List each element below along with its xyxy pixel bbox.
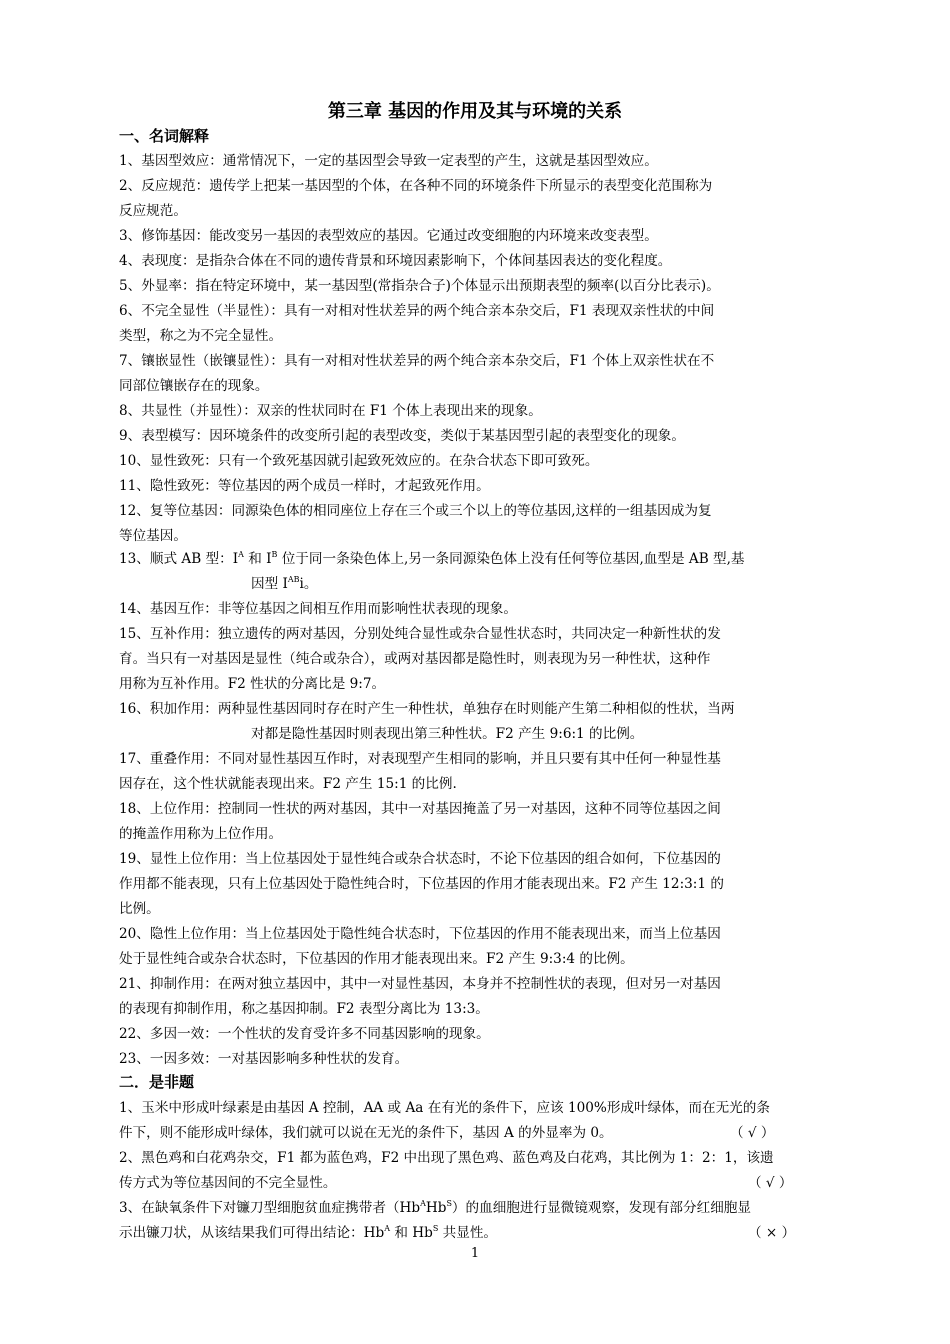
definition-item-c-0-line-0: 17、重叠作用：不同对显性基因互作时，对表现型产生相同的影响，并且只要有其中任何一种显性基 bbox=[119, 751, 721, 767]
definition-item-13 bbox=[119, 547, 851, 572]
definition-item-c-5-line-0: 22、多因一效：一个性状的发育受许多不同基因影响的现象。 bbox=[119, 1026, 490, 1042]
question-2-answer-mark: （ √ ） bbox=[748, 1175, 793, 1191]
definition-item-c-1-line-1: 的掩盖作用称为上位作用。 bbox=[119, 826, 283, 842]
section-heading-true-false: 二．是非题 bbox=[119, 1073, 195, 1091]
definition-item-a-6-line-1: 同部位镶嵌存在的现象。 bbox=[119, 378, 269, 394]
definition-item-b-1-line-2: 用称为互补作用。F2 性状的分离比是 9:7。 bbox=[119, 676, 386, 692]
definition-list-b bbox=[119, 597, 851, 697]
item-13-line-2: 因型 $I^{AB}i$。 bbox=[251, 575, 318, 592]
definition-item-a-11-line-0: 12、复等位基因：同源染色体的相同座位上存在三个或三个以上的等位基因,这样的一组基因成为复 bbox=[119, 503, 712, 519]
definition-item-a-7-line-0: 8、共显性（并显性）：双亲的性状同时在 F1 个体上表现出来的现象。 bbox=[119, 403, 542, 419]
definition-item-b-1-line-0: 15、互补作用：独立遗传的两对基因，分别处纯合显性或杂合显性状态时，共同决定一种新性状的发 bbox=[119, 626, 721, 642]
question-2: 2、黑色鸡和白花鸡杂交，F1 都为蓝色鸡，F2 中出现了黑色鸡、蓝色鸡及白花鸡，其比例为 1：2：1，该遗 传方式为等位基因间的不完全显性。 bbox=[119, 1150, 774, 1191]
page-number: 1 bbox=[470, 1246, 480, 1261]
definition-item-a-3-line-0: 4、表现度：是指杂合体在不同的遗传背景和环境因素影响下，个体间基因表达的变化程度。 bbox=[119, 253, 672, 269]
definition-item-a-5-line-0: 6、不完全显性（半显性）：具有一对相对性状差异的两个纯合亲本杂交后，F1 表现双亲性状的中间 bbox=[119, 303, 715, 319]
definition-item-c-4-line-1: 的表现有抑制作用，称之基因抑制。F2 表型分离比为 13:3。 bbox=[119, 1001, 489, 1017]
definition-item-a-10-line-0: 11、隐性致死：等位基因的两个成员一样时，才起致死作用。 bbox=[119, 478, 490, 494]
definition-item-a-11-line-1: 等位基因。 bbox=[119, 528, 187, 544]
definition-list-a bbox=[119, 149, 851, 549]
question-3-line-1: 3、在缺氧条件下对镰刀型细胞贫血症携带者$(Hb^AHb^S)$的血细胞进行显微镜观察，发现有部分红细胞显 bbox=[119, 1199, 751, 1216]
definition-item-a-5-line-1: 类型，称之为不完全显性。 bbox=[119, 328, 283, 344]
definition-item-b-0-line-0: 14、基因互作：非等位基因之间相互作用而影响性状表现的现象。 bbox=[119, 601, 517, 617]
item-16-line-2: 对都是隐性基因时则表现出第三种性状。F2 产生 9:6:1 的比例。 bbox=[251, 726, 644, 742]
definition-item-a-0-line-0: 1、基因型效应：通常情况下，一定的基因型会导致一定表型的产生，这就是基因型效应。 bbox=[119, 153, 658, 169]
definition-item-a-6-line-0: 7、镶嵌显性（嵌镶显性）：具有一对相对性状差异的两个纯合亲本杂交后，F1 个体上双亲性状在不 bbox=[119, 353, 715, 369]
definition-item-a-1-line-1: 反应规范。 bbox=[119, 203, 187, 219]
definition-item-c-4-line-0: 21、抑制作用：在两对独立基因中，其中一对显性基因，本身并不控制性状的表现，但对另一对基因 bbox=[119, 976, 721, 992]
definition-item-a-8-line-0: 9、表型模写：因环境条件的改变所引起的表型改变，类似于某基因型引起的表型变化的现象。 bbox=[119, 428, 685, 444]
question-3-answer-mark: （ × ） bbox=[748, 1225, 796, 1241]
definition-item-b-1-line-1: 育。当只有一对基因是显性（纯合或杂合），或两对基因都是隐性时，则表现为另一种性状，这种作 bbox=[119, 651, 711, 667]
definition-item-c-6-line-0: 23、一因多效：一对基因影响多种性状的发育。 bbox=[119, 1051, 409, 1067]
definition-item-c-1-line-0: 18、上位作用：控制同一性状的两对基因，其中一对基因掩盖了另一对基因，这种不同等位基因之间 bbox=[119, 801, 721, 817]
definition-item-a-2-line-0: 3、修饰基因：能改变另一基因的表型效应的基因。它通过改变细胞的内环境来改变表型。 bbox=[119, 228, 658, 244]
chapter-title: 第三章 基因的作用及其与环境的关系 bbox=[327, 101, 623, 122]
definition-item-16: 16、积加作用：两种显性基因同时存在时产生一种性状，单独存在时则能产生第二种相似的性状，当两 bbox=[119, 701, 735, 717]
definition-list-c bbox=[119, 747, 851, 1072]
question-1: 1、玉米中形成叶绿素是由基因 A 控制，AA 或 Aa 在有光的条件下，应该 100%形成叶绿体，而在无光的条 件下，则不能形成叶绿体，我们就可以说在无光的条件下，基因 A 的外显率为 0。 bbox=[119, 1100, 770, 1141]
definition-item-c-3-line-0: 20、隐性上位作用：当上位基因处于隐性纯合状态时，下位基因的作用不能表现出来，而当上位基因 bbox=[119, 926, 721, 942]
question-3-line-2: 示出镰刀状，从该结果我们可得出结论：$Hb^A$ 和 $Hb^S$ 共显性。 bbox=[119, 1224, 498, 1241]
definition-item-a-1-line-0: 2、反应规范：遗传学上把某一基因型的个体，在各种不同的环境条件下所显示的表型变化范围称为 bbox=[119, 178, 713, 194]
question-3 bbox=[119, 1196, 851, 1246]
definition-item-c-3-line-1: 处于显性纯合或杂合状态时，下位基因的作用才能表现出来。F2 产生 9:3:4 的比例。 bbox=[119, 951, 634, 967]
item-13-line-1: 13、顺式 AB 型：$I^A$ 和 $I^B$ 位于同一条染色体上,另一条同源染色体上没有任何等位基因,血型是 AB 型,基 bbox=[119, 550, 745, 567]
section-heading-definitions: 一、名词解释 bbox=[119, 127, 210, 145]
question-1-answer-mark: （ √ ） bbox=[730, 1125, 775, 1141]
definition-item-a-9-line-0: 10、显性致死：只有一个致死基因就引起致死效应的。在杂合状态下即可致死。 bbox=[119, 453, 599, 469]
definition-item-c-0-line-1: 因存在，这个性状就能表现出来。F2 产生 15:1 的比例. bbox=[119, 776, 457, 792]
definition-item-c-2-line-0: 19、显性上位作用：当上位基因处于显性纯合或杂合状态时，不论下位基因的组合如何，下位基因的 bbox=[119, 851, 721, 867]
definition-item-c-2-line-2: 比例。 bbox=[119, 901, 160, 917]
definition-item-c-2-line-1: 作用都不能表现，只有上位基因处于隐性纯合时，下位基因的作用才能表现出来。F2 产生 12:3:1 的 bbox=[119, 876, 724, 892]
definition-item-a-4-line-0: 5、外显率：指在特定环境中，某一基因型(常指杂合子)个体显示出预期表型的频率(以百分比表示)。 bbox=[119, 278, 720, 294]
